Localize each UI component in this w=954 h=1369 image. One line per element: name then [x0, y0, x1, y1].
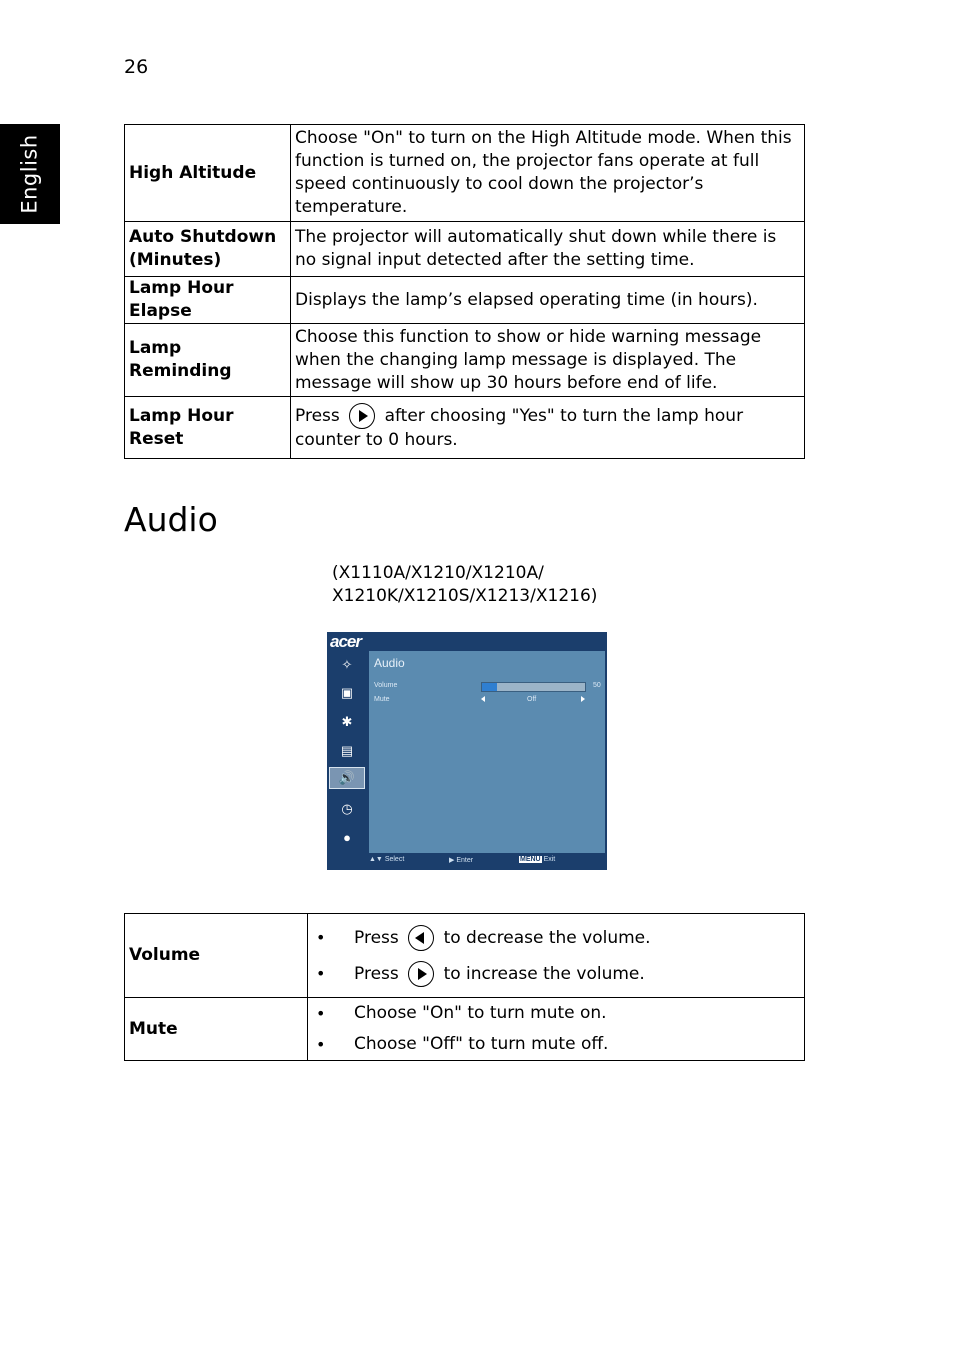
osd-right-arrow-icon	[581, 696, 585, 702]
term-volume: Volume	[125, 914, 308, 998]
model-list	[332, 562, 597, 608]
desc-mute	[308, 998, 805, 1061]
volume-press-text-2: Press	[354, 963, 399, 984]
term-lamp-reminding: Lamp Reminding	[125, 324, 291, 397]
osd-volume-label: Volume	[374, 682, 398, 689]
osd-footer-exit-label: Exit	[543, 856, 556, 863]
image-icon: ▣	[340, 685, 354, 700]
settings-table	[124, 124, 805, 459]
right-arrow-button-icon	[408, 961, 434, 987]
desc-press-text: Press	[295, 406, 340, 426]
left-arrow-button-icon	[408, 925, 434, 951]
volume-decrease-text: to decrease the volume.	[443, 927, 651, 948]
term-lamp-hour-elapse: Lamp Hour Elapse	[125, 277, 291, 324]
osd-main-panel	[369, 651, 605, 853]
desc-high-altitude: Choose "On" to turn on the High Altitude mode. When this function is turned on, the projector fans operate at full speed continuously to cool down the projector’s temperature.	[291, 125, 805, 222]
osd-mute-label: Mute	[374, 696, 390, 703]
language-tab	[0, 124, 60, 224]
desc-auto-shutdown: The projector will automatically shut down while there is no signal input detected after the setting time.	[291, 222, 805, 277]
audio-table	[124, 913, 805, 1061]
list-item: • Choose "On" to turn mute on.	[312, 998, 800, 1029]
list-item: • Choose "Off" to turn mute off.	[312, 1029, 800, 1060]
term-lamp-hour-reset: Lamp Hour Reset	[125, 397, 291, 459]
term-high-altitude: High Altitude	[125, 125, 291, 222]
model-list-line-1: (X1110A/X1210/X1210A/	[332, 563, 544, 583]
osd-footer-select	[369, 856, 404, 863]
audio-icon: 🔊	[329, 767, 365, 789]
osd-volume-bar-fill	[482, 683, 497, 691]
desc-lamp-reminding: Choose this function to show or hide warning message when the changing lamp message is displayed. The message will show up 30 hours before end of life.	[291, 324, 805, 397]
osd-audio-menu-screenshot	[327, 632, 607, 870]
language-icon: ●	[343, 830, 351, 845]
page-number: 26	[124, 56, 149, 78]
table-row	[125, 277, 805, 324]
section-title: Audio	[124, 500, 218, 539]
osd-enter-arrow-icon: ▶	[449, 857, 455, 864]
language-tab-label: English	[18, 134, 43, 214]
osd-left-arrow-icon	[481, 696, 485, 702]
term-auto-shutdown: Auto Shutdown (Minutes)	[125, 222, 291, 277]
color-icon: ✧	[341, 657, 353, 672]
desc-volume	[308, 914, 805, 998]
desc-lamp-hour-reset	[291, 397, 805, 459]
desc-lamp-hour-elapse: Displays the lamp’s elapsed operating time (in hours).	[291, 277, 805, 324]
osd-mute-value: Off	[527, 696, 537, 703]
timer-icon: ◷	[341, 801, 353, 816]
osd-up-down-icon: ▲▼	[369, 856, 383, 863]
volume-bullets	[312, 920, 800, 992]
right-arrow-button-icon	[349, 403, 375, 429]
osd-menu-key-icon: MENU	[520, 856, 541, 863]
osd-menu-title: Audio	[374, 656, 405, 670]
mute-bullets	[312, 998, 800, 1060]
acer-logo: acer	[330, 632, 361, 651]
osd-footer-exit	[519, 856, 555, 863]
list-item	[312, 920, 800, 956]
table-row	[125, 397, 805, 459]
table-row	[125, 125, 805, 222]
osd-volume-value: 50	[593, 682, 601, 689]
volume-increase-text: to increase the volume.	[443, 963, 645, 984]
osd-footer-select-label: Select	[384, 856, 405, 863]
settings-icon: ✱	[341, 714, 353, 729]
management-icon: ▤	[340, 743, 354, 758]
table-row	[125, 914, 805, 998]
table-row	[125, 222, 805, 277]
desc-after-text: after choosing "Yes" to turn the lamp hour counter to 0 hours.	[295, 406, 744, 450]
osd-footer-enter	[449, 856, 473, 864]
list-item	[312, 956, 800, 992]
osd-volume-bar	[481, 682, 586, 692]
table-row	[125, 324, 805, 397]
volume-press-text-1: Press	[354, 927, 399, 948]
term-mute: Mute	[125, 998, 308, 1061]
table-row	[125, 998, 805, 1061]
osd-footer-enter-label: Enter	[456, 857, 474, 864]
model-list-line-2: X1210K/X1210S/X1213/X1216)	[332, 586, 598, 606]
